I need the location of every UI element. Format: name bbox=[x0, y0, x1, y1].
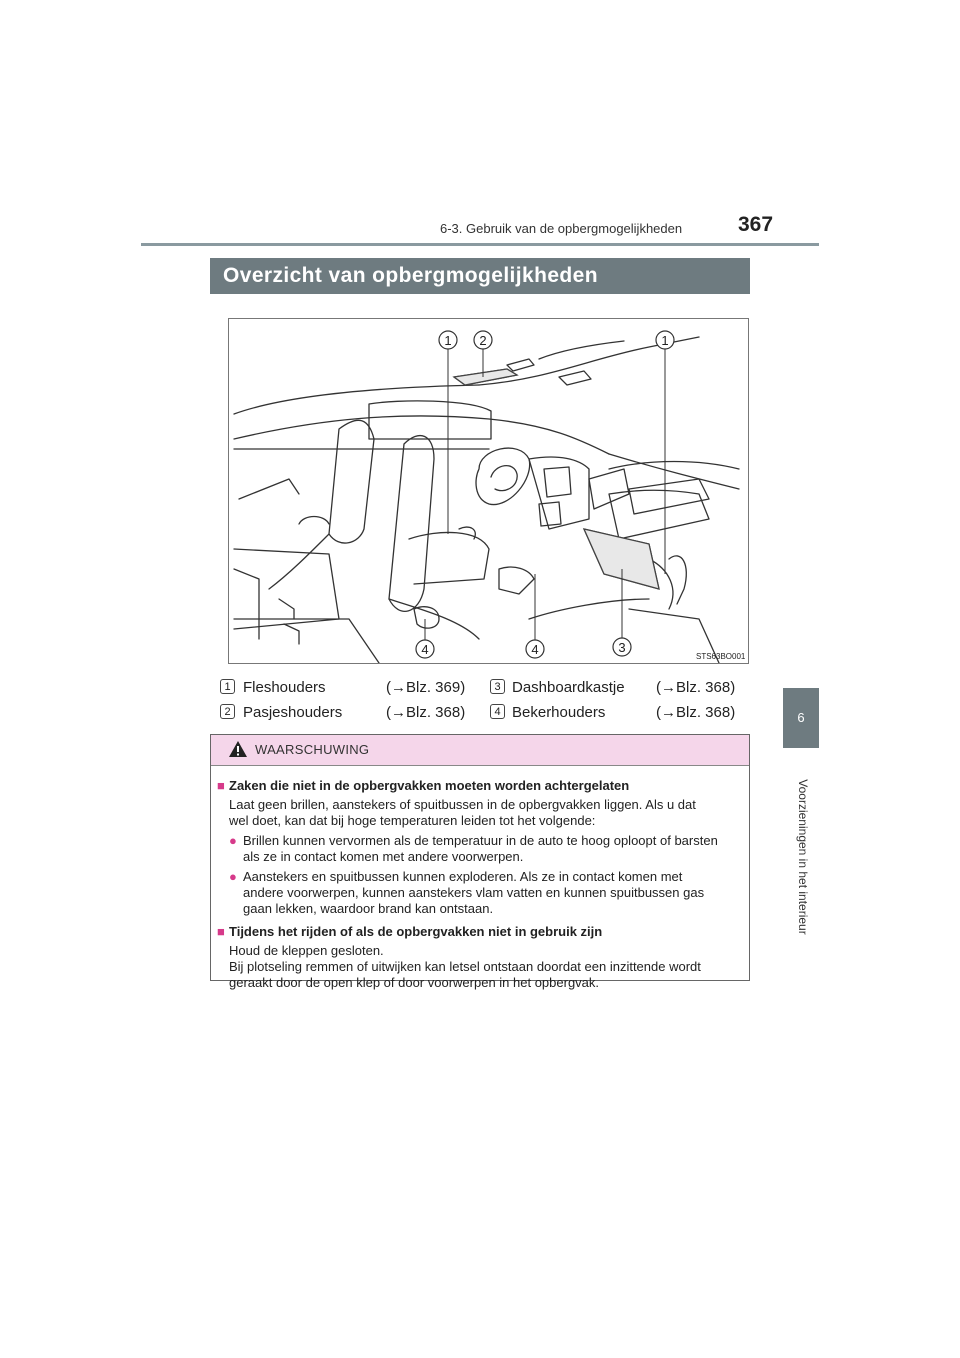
warning-bullet-1a: Brillen kunnen vervormen als de temperatuur in de auto te hoog oploopt of barsten bbox=[243, 833, 718, 848]
callout-4a: 4 bbox=[421, 642, 429, 657]
title-bar bbox=[210, 258, 750, 294]
interior-illustration bbox=[228, 318, 749, 664]
warning-para-1b: wel doet, kan dat bij hoge temperaturen leiden tot het volgende: bbox=[229, 813, 596, 828]
bullet-dot-1: ● bbox=[229, 833, 237, 848]
warning-bullet-1b: als ze in contact komen met andere voorwerpen. bbox=[243, 849, 524, 864]
warning-subheading-2: Tijdens het rijden of als de opbergvakken niet in gebruik zijn bbox=[229, 924, 603, 939]
section-header: 6-3. Gebruik van de opbergmogelijkheden bbox=[440, 221, 683, 236]
warning-header bbox=[211, 735, 749, 766]
warning-para-1a: Laat geen brillen, aanstekers of spuitbussen in de opbergvakken liggen. Als u dat bbox=[229, 797, 696, 812]
callout-3: 3 bbox=[618, 640, 626, 655]
legend-ref-3: (→Blz. 368) bbox=[656, 679, 736, 696]
legend-ref-1: (→Blz. 369) bbox=[386, 679, 466, 696]
chapter-label bbox=[785, 780, 815, 940]
page-number: 367 bbox=[738, 213, 774, 236]
legend-ref-2: (→Blz. 368) bbox=[386, 704, 466, 721]
callout-1a: 1 bbox=[444, 333, 452, 348]
bullet-dot-2: ● bbox=[229, 869, 237, 884]
legend-num-4: 4 bbox=[490, 704, 505, 719]
legend-label-1: Fleshouders bbox=[243, 679, 326, 696]
warning-box bbox=[210, 734, 750, 990]
callout-4b: 4 bbox=[531, 642, 539, 657]
bullet-square-1: ■ bbox=[217, 778, 225, 793]
warning-title: WAARSCHUWING bbox=[255, 742, 370, 757]
warning-subheading-1: Zaken die niet in de opbergvakken moeten worden achtergelaten bbox=[229, 778, 630, 793]
legend-ref-4: (→Blz. 368) bbox=[656, 704, 736, 721]
warning-bullet-2b: andere voorwerpen, kunnen aanstekers vlam vatten en kunnen spuitbussen gas bbox=[243, 885, 705, 900]
page-title: Overzicht van opbergmogelijkheden bbox=[223, 264, 598, 287]
header-rule bbox=[141, 243, 819, 246]
legend-num-1: 1 bbox=[220, 679, 235, 694]
car-interior-drawing bbox=[229, 319, 748, 663]
figure-code: STS63BO001 bbox=[696, 652, 746, 661]
warning-triangle-icon bbox=[228, 740, 248, 758]
chapter-label-text: Voorzieningen in het interieur bbox=[796, 779, 810, 935]
legend-num-2: 2 bbox=[220, 704, 235, 719]
callout-2: 2 bbox=[479, 333, 487, 348]
legend-num-3: 3 bbox=[490, 679, 505, 694]
legend-label-2: Pasjeshouders bbox=[243, 704, 343, 721]
warning-para-2b: Bij plotseling remmen of uitwijken kan letsel ontstaan doordat een inzittende wordt bbox=[229, 959, 701, 974]
bullet-square-2: ■ bbox=[217, 924, 225, 939]
warning-para-2a: Houd de kleppen gesloten. bbox=[229, 943, 384, 958]
chapter-tab: 6 bbox=[783, 688, 819, 748]
legend-label-3: Dashboardkastje bbox=[512, 679, 625, 696]
legend-label-4: Bekerhouders bbox=[512, 704, 606, 721]
warning-bullet-2c: gaan lekken, waardoor brand kan ontstaan. bbox=[243, 901, 494, 916]
warning-bullet-2a: Aanstekers en spuitbussen kunnen exploderen. Als ze in contact komen met bbox=[243, 869, 683, 884]
warning-para-2c: geraakt door de open klep of door voorwerpen in het opbergvak. bbox=[229, 975, 600, 990]
callout-1b: 1 bbox=[661, 333, 669, 348]
